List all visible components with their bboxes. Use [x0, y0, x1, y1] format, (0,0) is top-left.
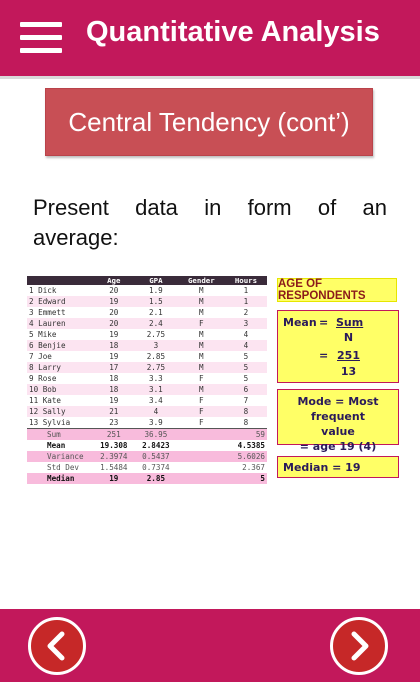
column-header: [27, 276, 94, 285]
table-cell: 2.85: [134, 473, 178, 484]
mean-label: Mean: [283, 316, 317, 329]
table-cell: 17: [94, 362, 134, 373]
mean-row: [27, 440, 267, 451]
table-cell: 7 Joe: [27, 351, 94, 362]
table-cell: F: [178, 417, 225, 429]
table-cell: 18: [94, 373, 134, 384]
next-button[interactable]: [330, 617, 388, 675]
table-row: [27, 318, 267, 329]
table-cell: 19: [94, 296, 134, 307]
table-row: [27, 351, 267, 362]
table-cell: 18: [94, 384, 134, 395]
mean-formula-note: [277, 310, 399, 383]
mode-note: [277, 389, 399, 453]
table-cell: 8 Larry: [27, 362, 94, 373]
median-text: Median = 19: [283, 460, 361, 474]
table-cell: 7: [225, 395, 267, 406]
table-cell: 5: [225, 473, 267, 484]
table-row: [27, 406, 267, 417]
table-cell: 2.4: [134, 318, 178, 329]
intro-text-line2: average:: [33, 225, 119, 250]
table-cell: M: [178, 384, 225, 395]
table-cell: 2: [225, 307, 267, 318]
mean-equals-1: =: [319, 316, 329, 329]
table-cell: 4: [225, 340, 267, 351]
table-cell: [178, 462, 225, 473]
table-row: [27, 417, 267, 429]
table-cell: 2.75: [134, 362, 178, 373]
table-cell: 5: [225, 351, 267, 362]
table-cell: 18: [94, 340, 134, 351]
table-cell: 20: [94, 307, 134, 318]
top-app-bar: [0, 0, 420, 76]
table-cell: 6 Benjie: [27, 340, 94, 351]
table-cell: 1.9: [134, 285, 178, 296]
respondents-table: [27, 276, 267, 484]
table-cell: 3 Emmett: [27, 307, 94, 318]
hamburger-menu-icon[interactable]: [20, 22, 62, 54]
table-cell: [178, 440, 225, 451]
table-cell: 59: [225, 429, 267, 441]
mode-line1: Mode = Most frequent: [297, 395, 379, 423]
table-row: [27, 329, 267, 340]
table-row: [27, 362, 267, 373]
table-cell: 2.1: [134, 307, 178, 318]
chevron-left-icon: [31, 620, 83, 672]
table-cell: Sum: [27, 429, 94, 441]
table-cell: 19: [94, 395, 134, 406]
table-cell: Median: [27, 473, 94, 484]
table-cell: 1: [225, 285, 267, 296]
table-cell: 5.6026: [225, 451, 267, 462]
table-cell: 8: [225, 417, 267, 429]
mean-denominator-value: 13: [340, 365, 357, 378]
table-cell: 2.3974: [94, 451, 134, 462]
mean-equals-2: =: [319, 349, 329, 362]
table-cell: 5: [225, 362, 267, 373]
table-cell: 1.5: [134, 296, 178, 307]
table-cell: 3.3: [134, 373, 178, 384]
table-cell: M: [178, 296, 225, 307]
table-cell: 36.95: [134, 429, 178, 441]
table-row: [27, 395, 267, 406]
table-cell: 2 Edward: [27, 296, 94, 307]
table-cell: 3.4: [134, 395, 178, 406]
mode-line3: = age 19 (4): [299, 440, 377, 453]
median-row: [27, 473, 267, 484]
table-row: [27, 307, 267, 318]
column-header-age: Age: [94, 276, 134, 285]
table-cell: 3.1: [134, 384, 178, 395]
table-cell: 19: [94, 351, 134, 362]
table-cell: [178, 451, 225, 462]
table-cell: [178, 473, 225, 484]
table-cell: 5: [225, 373, 267, 384]
previous-button[interactable]: [28, 617, 86, 675]
table-cell: 2.85: [134, 351, 178, 362]
table-cell: 6: [225, 384, 267, 395]
table-cell: M: [178, 362, 225, 373]
table-cell: F: [178, 395, 225, 406]
age-of-respondents-title: [277, 278, 397, 302]
table-cell: 13 Sylvia: [27, 417, 94, 429]
variance-row: [27, 451, 267, 462]
table-cell: 19: [94, 329, 134, 340]
table-cell: Variance: [27, 451, 94, 462]
header-shadow: [0, 76, 420, 79]
table-cell: 10 Bob: [27, 384, 94, 395]
note-title-text: AGE OF RESPONDENTS: [278, 278, 366, 302]
table-cell: [178, 429, 225, 441]
table-cell: M: [178, 340, 225, 351]
table-cell: 4 Lauren: [27, 318, 94, 329]
table-cell: M: [178, 285, 225, 296]
table-cell: 5 Mike: [27, 329, 94, 340]
section-title-button[interactable]: Central Tendency (cont’): [45, 88, 373, 156]
table-cell: 1.5484: [94, 462, 134, 473]
column-header-hours: Hours: [225, 276, 267, 285]
table-cell: F: [178, 406, 225, 417]
table-cell: 19.308: [94, 440, 134, 451]
mean-numerator-value: 251: [337, 349, 360, 362]
table-cell: 1: [225, 296, 267, 307]
table-cell: 12 Sally: [27, 406, 94, 417]
mean-denominator-n: N: [343, 331, 354, 344]
table-row: [27, 296, 267, 307]
table-cell: 8: [225, 406, 267, 417]
table-cell: 11 Kate: [27, 395, 94, 406]
intro-text-line1: Present data in form of an: [33, 195, 387, 220]
sum-row: [27, 429, 267, 441]
table-cell: M: [178, 351, 225, 362]
table-cell: 3.9: [134, 417, 178, 429]
chevron-right-icon: [333, 620, 385, 672]
table-cell: 251: [94, 429, 134, 441]
table-cell: 21: [94, 406, 134, 417]
table-cell: 2.367: [225, 462, 267, 473]
mean-numerator-sum: Sum: [336, 316, 364, 329]
table-cell: 0.7374: [134, 462, 178, 473]
table-cell: 3: [225, 318, 267, 329]
table-cell: 1 Dick: [27, 285, 94, 296]
table-header-row: [27, 276, 267, 285]
table-cell: Mean: [27, 440, 94, 451]
table-cell: 2.8423: [134, 440, 178, 451]
table-cell: Std Dev: [27, 462, 94, 473]
table-cell: 4.5385: [225, 440, 267, 451]
table-cell: 2.75: [134, 329, 178, 340]
stddev-row: [27, 462, 267, 473]
table-cell: 4: [134, 406, 178, 417]
table-row: [27, 384, 267, 395]
table-row: [27, 373, 267, 384]
table-cell: 9 Rose: [27, 373, 94, 384]
table-cell: M: [178, 329, 225, 340]
table-cell: 20: [94, 318, 134, 329]
table-row: [27, 340, 267, 351]
column-header-gpa: GPA: [134, 276, 178, 285]
table-cell: 0.5437: [134, 451, 178, 462]
column-header-gender: Gender: [178, 276, 225, 285]
table-row: [27, 285, 267, 296]
table-cell: 3: [134, 340, 178, 351]
table-cell: 4: [225, 329, 267, 340]
table-cell: F: [178, 318, 225, 329]
table-cell: M: [178, 307, 225, 318]
mode-line2: value: [321, 425, 355, 438]
app-title: Quantitative Analysis: [86, 16, 380, 48]
table-cell: 19: [94, 473, 134, 484]
median-note: [277, 456, 399, 478]
table-cell: 23: [94, 417, 134, 429]
table-cell: 20: [94, 285, 134, 296]
table-cell: F: [178, 373, 225, 384]
